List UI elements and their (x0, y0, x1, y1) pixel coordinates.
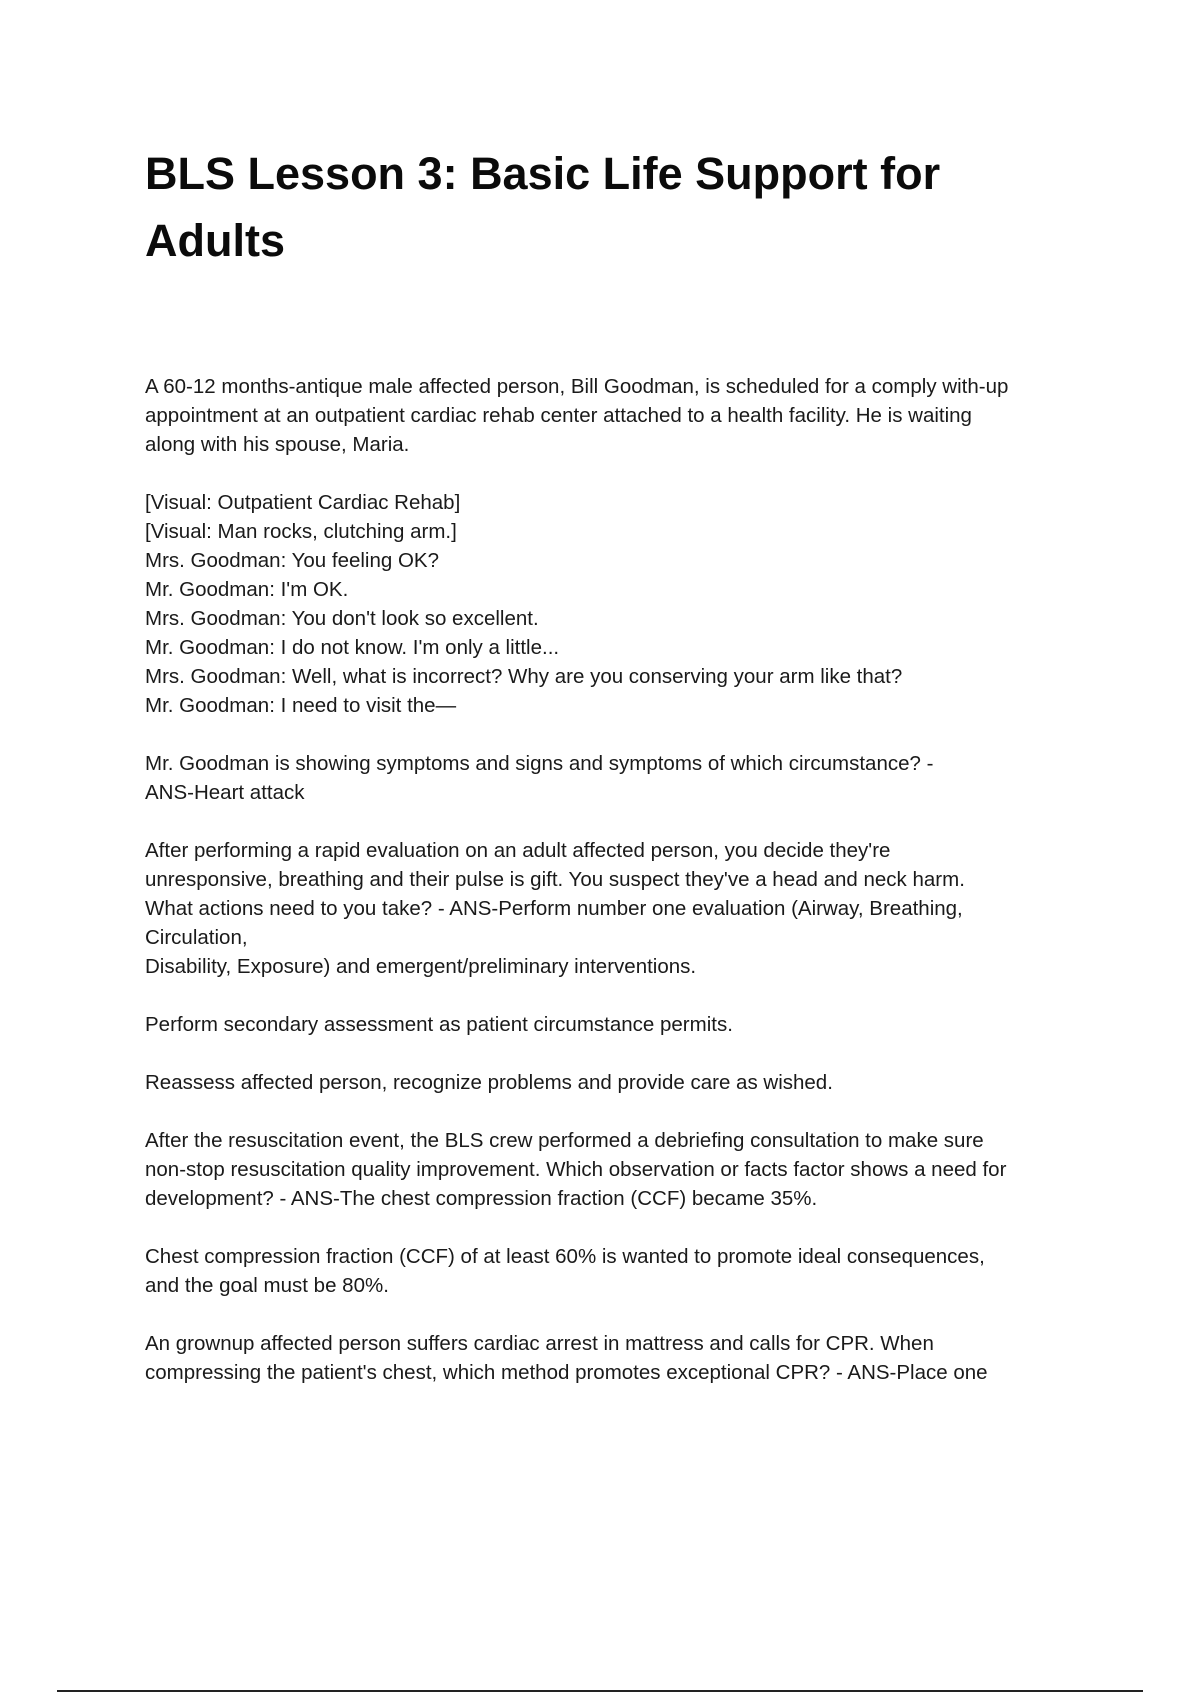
title-line: BLS Lesson 3: Basic Life Support for (145, 148, 941, 199)
text-line: Mr. Goodman is showing symptoms and signs and symptoms of which circumstance? - (145, 752, 934, 775)
text-line: Mrs. Goodman: Well, what is incorrect? Why are you conserving your arm like that? (145, 665, 903, 688)
text-line: Reassess affected person, recognize problems and provide care as wished. (145, 1071, 833, 1094)
paragraph-reassess (145, 1068, 1095, 1097)
text-line: unresponsive, breathing and their pulse is gift. You suspect they've a head and neck harm. (145, 868, 965, 891)
paragraph-question-3 (145, 1126, 1095, 1213)
text-line: and the goal must be 80%. (145, 1274, 389, 1297)
paragraph-ccf (145, 1242, 1095, 1300)
text-line: What actions need to you take? - ANS-Perform number one evaluation (Airway, Breathing, (145, 897, 963, 920)
text-line: along with his spouse, Maria. (145, 433, 410, 456)
text-line: A 60-12 months-antique male affected person, Bill Goodman, is scheduled for a comply with-up (145, 375, 1009, 398)
text-line: [Visual: Man rocks, clutching arm.] (145, 520, 457, 543)
text-line: After the resuscitation event, the BLS crew performed a debriefing consultation to make sure (145, 1129, 984, 1152)
text-line: ANS-Heart attack (145, 781, 305, 804)
text-line: Chest compression fraction (CCF) of at least 60% is wanted to promote ideal consequences, (145, 1245, 985, 1268)
text-line: Mr. Goodman: I do not know. I'm only a little... (145, 636, 560, 659)
text-line: Perform secondary assessment as patient circumstance permits. (145, 1013, 733, 1036)
text-line: [Visual: Outpatient Cardiac Rehab] (145, 491, 461, 514)
text-line: Circulation, (145, 926, 248, 949)
text-line: Mr. Goodman: I need to visit the— (145, 694, 457, 717)
paragraph-dialogue (145, 488, 1095, 720)
paragraph-intro (145, 372, 1095, 459)
text-line: non-stop resuscitation quality improvement. Which observation or facts factor shows a need for (145, 1158, 1007, 1181)
text-line: Mrs. Goodman: You feeling OK? (145, 549, 440, 572)
page-title (145, 140, 1045, 274)
paragraph-question-4 (145, 1329, 1095, 1387)
paragraph-question-2 (145, 836, 1095, 981)
paragraph-secondary-assessment (145, 1010, 1095, 1039)
text-line: Mr. Goodman: I'm OK. (145, 578, 349, 601)
title-line: Adults (145, 215, 285, 266)
text-line: compressing the patient's chest, which method promotes exceptional CPR? - ANS-Place one (145, 1361, 988, 1384)
paragraph-question-1 (145, 749, 1095, 807)
text-line: development? - ANS-The chest compression fraction (CCF) became 35%. (145, 1187, 818, 1210)
text-line: An grownup affected person suffers cardiac arrest in mattress and calls for CPR. When (145, 1332, 934, 1355)
text-line: After performing a rapid evaluation on an adult affected person, you decide they're (145, 839, 891, 862)
text-line: Mrs. Goodman: You don't look so excellent. (145, 607, 539, 630)
document-body (145, 372, 1095, 1416)
text-line: Disability, Exposure) and emergent/preliminary interventions. (145, 955, 697, 978)
page-bottom-divider (57, 1690, 1143, 1692)
text-line: appointment at an outpatient cardiac rehab center attached to a health facility. He is waiting (145, 404, 972, 427)
